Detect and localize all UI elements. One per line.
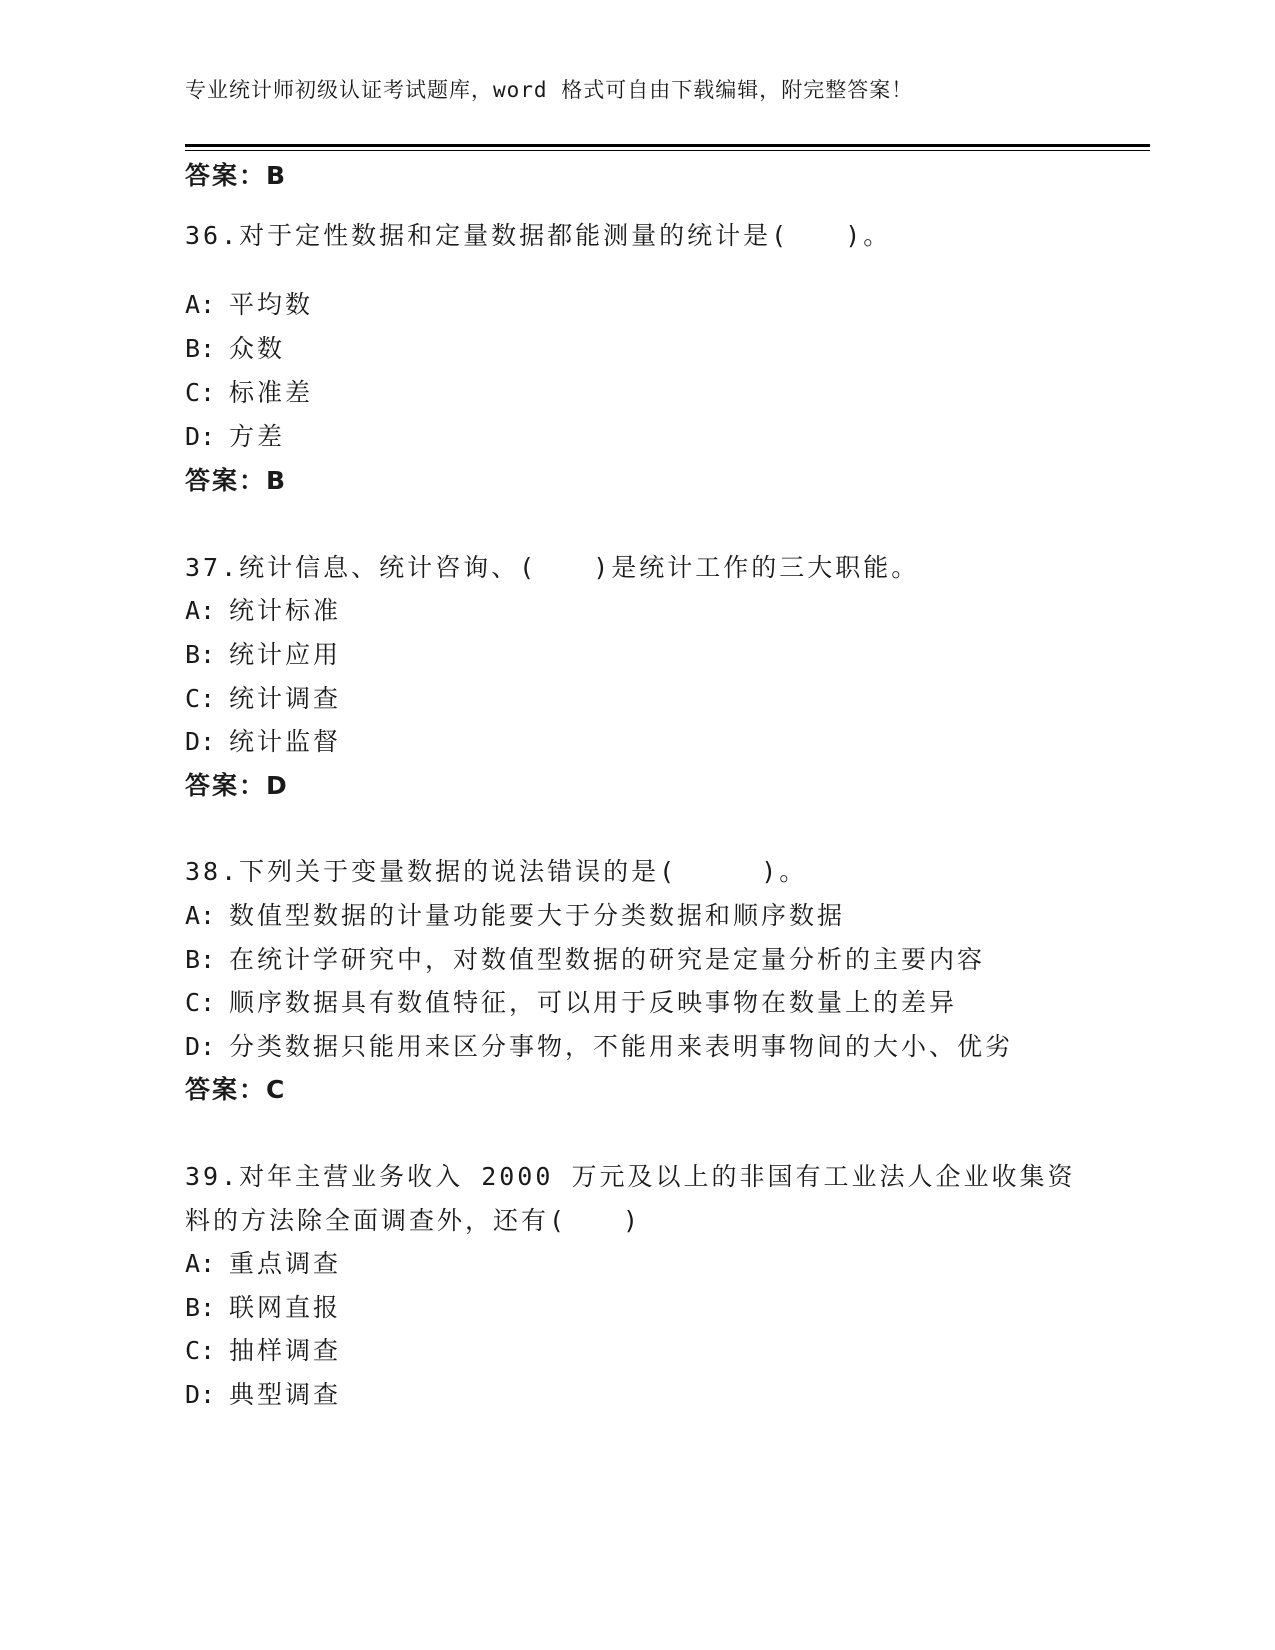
option-label: C: xyxy=(185,988,216,1017)
option-b xyxy=(185,635,341,671)
option-c xyxy=(185,679,341,715)
option-text: 统计调查 xyxy=(229,684,342,713)
question-stem: 38.下列关于变量数据的说法错误的是( )。 xyxy=(185,857,808,886)
option-label: D: xyxy=(185,422,216,451)
answer: 答案：D xyxy=(185,771,289,800)
question-stem: 37.统计信息、统计咨询、( )是统计工作的三大职能。 xyxy=(185,553,920,582)
option-text: 平均数 xyxy=(229,290,314,319)
option-text: 统计监督 xyxy=(229,727,342,756)
header-rule-thin xyxy=(185,150,1150,151)
option-b xyxy=(185,1288,341,1324)
option-d xyxy=(185,1027,1013,1063)
option-label: C: xyxy=(185,1336,216,1365)
header-rule-thick xyxy=(185,144,1150,147)
answer: 答案：B xyxy=(185,466,288,495)
option-text: 众数 xyxy=(229,334,286,363)
option-label: A: xyxy=(185,596,216,625)
question-stem-line-1: 39.对年主营业务收入 2000 万元及以上的非国有工业法人企业收集资 xyxy=(185,1162,1076,1191)
question-stem: 36.对于定性数据和定量数据都能测量的统计是( )。 xyxy=(185,221,892,250)
option-text: 重点调查 xyxy=(229,1249,342,1278)
option-label: A: xyxy=(185,901,216,930)
question-stem-line-2: 料的方法除全面调查外，还有( ) xyxy=(185,1206,642,1235)
option-c xyxy=(185,1331,341,1367)
option-label: A: xyxy=(185,1249,216,1278)
option-a xyxy=(185,1244,341,1280)
option-label: B: xyxy=(185,640,216,669)
option-b xyxy=(185,329,285,365)
option-label: B: xyxy=(185,945,216,974)
option-label: A: xyxy=(185,290,216,319)
option-text: 典型调查 xyxy=(229,1380,342,1409)
option-label: D: xyxy=(185,1032,216,1061)
option-text: 数值型数据的计量功能要大于分类数据和顺序数据 xyxy=(229,901,846,930)
option-text: 分类数据只能用来区分事物，不能用来表明事物间的大小、优劣 xyxy=(229,1032,1014,1061)
option-text: 方差 xyxy=(229,422,286,451)
option-label: C: xyxy=(185,378,216,407)
prev-answer: 答案：B xyxy=(185,161,288,190)
option-a xyxy=(185,285,313,321)
option-text: 标准差 xyxy=(229,378,314,407)
option-label: D: xyxy=(185,727,216,756)
option-text: 在统计学研究中，对数值型数据的研究是定量分析的主要内容 xyxy=(229,945,986,974)
option-a xyxy=(185,591,341,627)
option-b xyxy=(185,940,985,976)
page-header: 专业统计师初级认证考试题库，word 格式可自由下载编辑，附完整答案！ xyxy=(185,78,914,102)
option-a xyxy=(185,896,845,932)
option-label: C: xyxy=(185,684,216,713)
answer: 答案：C xyxy=(185,1075,287,1104)
option-text: 统计应用 xyxy=(229,640,342,669)
option-label: D: xyxy=(185,1380,216,1409)
option-d xyxy=(185,1375,341,1411)
option-d xyxy=(185,722,341,758)
option-text: 联网直报 xyxy=(229,1293,342,1322)
option-label: B: xyxy=(185,334,216,363)
option-text: 抽样调查 xyxy=(229,1336,342,1365)
option-text: 顺序数据具有数值特征，可以用于反映事物在数量上的差异 xyxy=(229,988,958,1017)
option-c xyxy=(185,983,957,1019)
option-d xyxy=(185,417,285,453)
option-text: 统计标准 xyxy=(229,596,342,625)
option-c xyxy=(185,373,313,409)
option-label: B: xyxy=(185,1293,216,1322)
